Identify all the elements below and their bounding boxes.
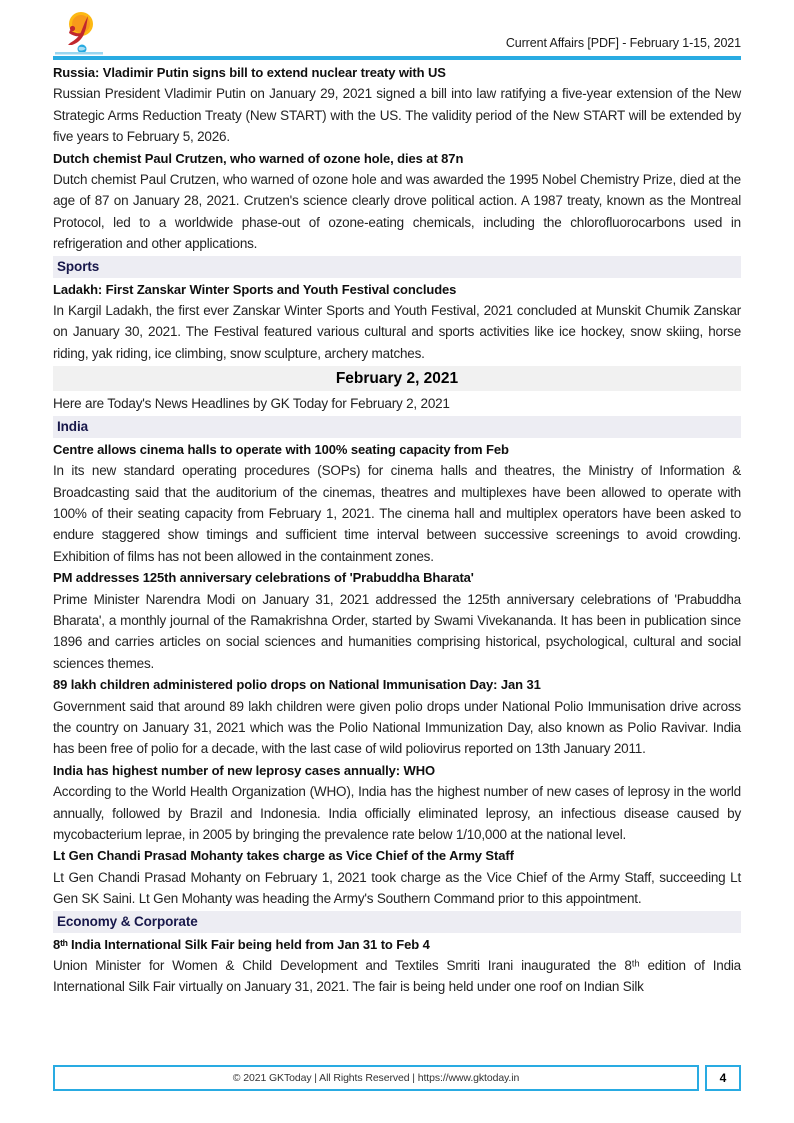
date-heading: February 2, 2021 xyxy=(53,366,741,391)
article-headline: 89 lakh children administered polio drops on National Immunisation Day: Jan 31 xyxy=(53,677,541,693)
article-paragraph: Union Minister for Women & Child Development and Textiles Smriti Irani inaugurated the 8ᵗʰ edition of India International Silk Fair virtually on January 31, 2021. The fair is being held under one roof on Indian Silk xyxy=(53,958,741,995)
page-header xyxy=(53,0,741,60)
section-header: Sports xyxy=(53,256,741,278)
page-number: 4 xyxy=(705,1065,741,1091)
content xyxy=(53,62,741,998)
article-paragraph: Dutch chemist Paul Crutzen, who warned of ozone hole and was awarded the 1995 Nobel Chemistry Prize, died at the age of 87 on January 28, 2021. Crutzen's science clearly drove political action. A 1987 treaty, known as the Montreal Protocol, led to a worldwide phase-out of ozone-eating chemicals, including the chlorofluorocarbons used in refrigeration and other applications. xyxy=(53,172,741,252)
article-headline: Lt Gen Chandi Prasad Mohanty takes charge as Vice Chief of the Army Staff xyxy=(53,848,514,864)
article-paragraph: Government said that around 89 lakh children were given polio drops under National Polio Immunisation drive across the country on January 31, 2021 which was the Polio National Immunization Day, also known as Polio Ravivar. India has been free of polio for a decade, with the last case of wild poliovirus reported on 13th January 2011. xyxy=(53,698,741,757)
article-headline: Russia: Vladimir Putin signs bill to extend nuclear treaty with US xyxy=(53,65,446,80)
gktoday-logo-icon xyxy=(55,10,103,56)
intro-line: Here are Today's News Headlines by GK Today for February 2, 2021 xyxy=(53,396,450,412)
article-headline: 8ᵗʰ India International Silk Fair being held from Jan 31 to Feb 4 xyxy=(53,936,430,952)
article-headline: India has highest number of new leprosy cases annually: WHO xyxy=(53,762,436,778)
page-footer xyxy=(53,1065,741,1091)
article-headline: Dutch chemist Paul Crutzen, who warned of ozone hole, dies at 87n xyxy=(53,150,464,166)
article-paragraph: In Kargil Ladakh, the first ever Zanskar Winter Sports and Youth Festival, 2021 concluded at Munskit Chumik Zanskar on January 30, 2021. The Festival featured various cultural and sports activities like ice hockey, snow skiing, horse riding, yak riding, ice climbing, snow sculpture, archery matches. xyxy=(53,303,741,361)
article-headline: PM addresses 125th anniversary celebrations of 'Prabuddha Bharata' xyxy=(53,570,474,586)
article-headline: Centre allows cinema halls to operate with 100% seating capacity from Feb xyxy=(53,441,509,457)
article-paragraph: Russian President Vladimir Putin on January 29, 2021 signed a bill into law ratifying a five-year extension of the New Strategic Arms Reduction Treaty (New START) with the US. The validity period of the New START will be extended by five years to February 5, 2026. xyxy=(53,86,741,145)
article-paragraph: Prime Minister Narendra Modi on January 31, 2021 addressed the 125th anniversary celebrations of 'Prabuddha Bharata', a monthly journal of the Ramakrishna Order, started by Swami Vivekananda. It has been in publication since 1896 and carries articles on social sciences and humanities comprising historical, psychological, cultural and social sciences themes. xyxy=(53,591,741,671)
article-paragraph: According to the World Health Organization (WHO), India has the highest number of new cases of leprosy in the world annually, followed by Brazil and Indonesia. India officially eliminated leprosy, an infectious disease caused by mycobacterium leprae, in 2005 by bringing the prevalence rate below 1/10,000 at the national level. xyxy=(53,784,741,842)
article-paragraph: In its new standard operating procedures (SOPs) for cinema halls and theatres, the Ministry of Information & Broadcasting said that the auditorium of the cinemas, theatres and multiplexes have been allowed to operate with 100% of their seating capacity from February 1, 2021. The cinema hall and multiplex operators have been asked to endure staggered show timings and sufficient time interval between successive screenings to avoid crowding. Exhibition of films has not been allowed in the containment zones. xyxy=(53,463,741,564)
document-title: Current Affairs [PDF] - February 1-15, 2021 xyxy=(505,36,741,50)
section-header: India xyxy=(53,416,741,438)
section-header: Economy & Corporate xyxy=(53,911,741,933)
article-paragraph: Lt Gen Chandi Prasad Mohanty on February 1, 2021 took charge as the Vice Chief of the Army Staff, succeeding Lt Gen SK Saini. Lt Gen Mohanty was heading the Army's Southern Command prior to this appointment. xyxy=(53,869,741,907)
copyright-box: © 2021 GKToday | All Rights Reserved | https://www.gktoday.in xyxy=(53,1065,699,1091)
article-headline: Ladakh: First Zanskar Winter Sports and Youth Festival concludes xyxy=(53,281,457,297)
